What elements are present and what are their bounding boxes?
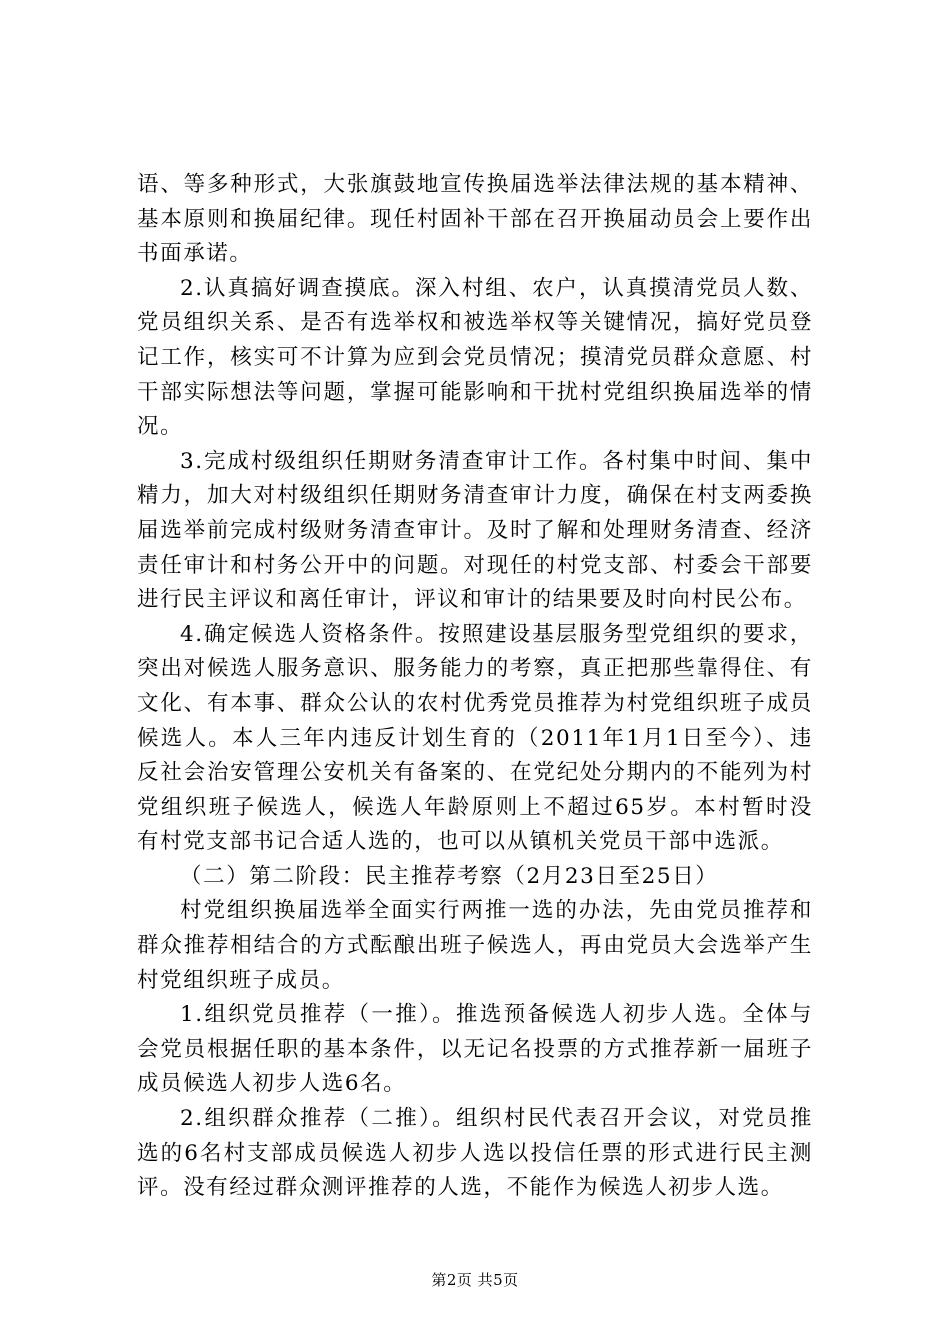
paragraph-4: 4.确定候选人资格条件。按照建设基层服务型党组织的要求，突出对候选人服务意识、服务能力的考察，真正把那些靠得住、有文化、有本事、群众公认的农村优秀党员推荐为村党组织班子成员候选人。本人三年内违反计划生育的（2011年1月1日至今）、违反社会治安管理公安机关有备案的、在党纪处分期内的不能列为村党组织班子候选人，候选人年龄原则上不超过65岁。本村暂时没有村党支部书记合适人选的，也可以从镇机关党员干部中选派。 (137, 621, 813, 855)
paragraph-3: 3.完成村级组织任期财务清查审计工作。各村集中时间、集中精力，加大对村级组织任期财务清查审计力度，确保在村支两委换届选举前完成村级财务清查审计。及时了解和处理财务清查、经济责任审计和村务公开中的问题。对现任的村党支部、村委会干部要进行民主评议和离任审计，评议和审计的结果要及时向村民公布。 (137, 448, 813, 613)
paragraph-5: 村党组织换届选举全面实行两推一选的办法，先由党员推荐和群众推荐相结合的方式酝酿出班子候选人，再由党员大会选举产生村党组织班子成员。 (137, 898, 813, 993)
paragraph-7: 2.组织群众推荐（二推）。组织村民代表召开会议，对党员推选的6名村支部成员候选人初步人选以投信任票的形式进行民主测评。没有经过群众测评推荐的人选，不能作为候选人初步人选。 (137, 1106, 813, 1201)
page-footer: 第2页 共5页 (431, 1271, 519, 1289)
paragraph-6: 1.组织党员推荐（一推）。推选预备候选人初步人选。全体与会党员根据任职的基本条件，以无记名投票的方式推荐新一届班子成员候选人初步人选6名。 (137, 1002, 813, 1097)
paragraph-2: 2.认真搞好调查摸底。深入村组、农户，认真摸清党员人数、党员组织关系、是否有选举权和被选举权等关键情况，搞好党员登记工作，核实可不计算为应到会党员情况；摸清党员群众意愿、村干部实际想法等问题，掌握可能影响和干扰村党组织换届选举的情况。 (137, 275, 813, 440)
paragraph-1: 语、等多种形式，大张旗鼓地宣传换届选举法律法规的基本精神、基本原则和换届纪律。现任村固补干部在召开换届动员会上要作出书面承诺。 (137, 172, 813, 267)
document-body (137, 168, 813, 1206)
section-heading: （二）第二阶段：民主推荐考察（2月23日至25日） (180, 863, 719, 889)
